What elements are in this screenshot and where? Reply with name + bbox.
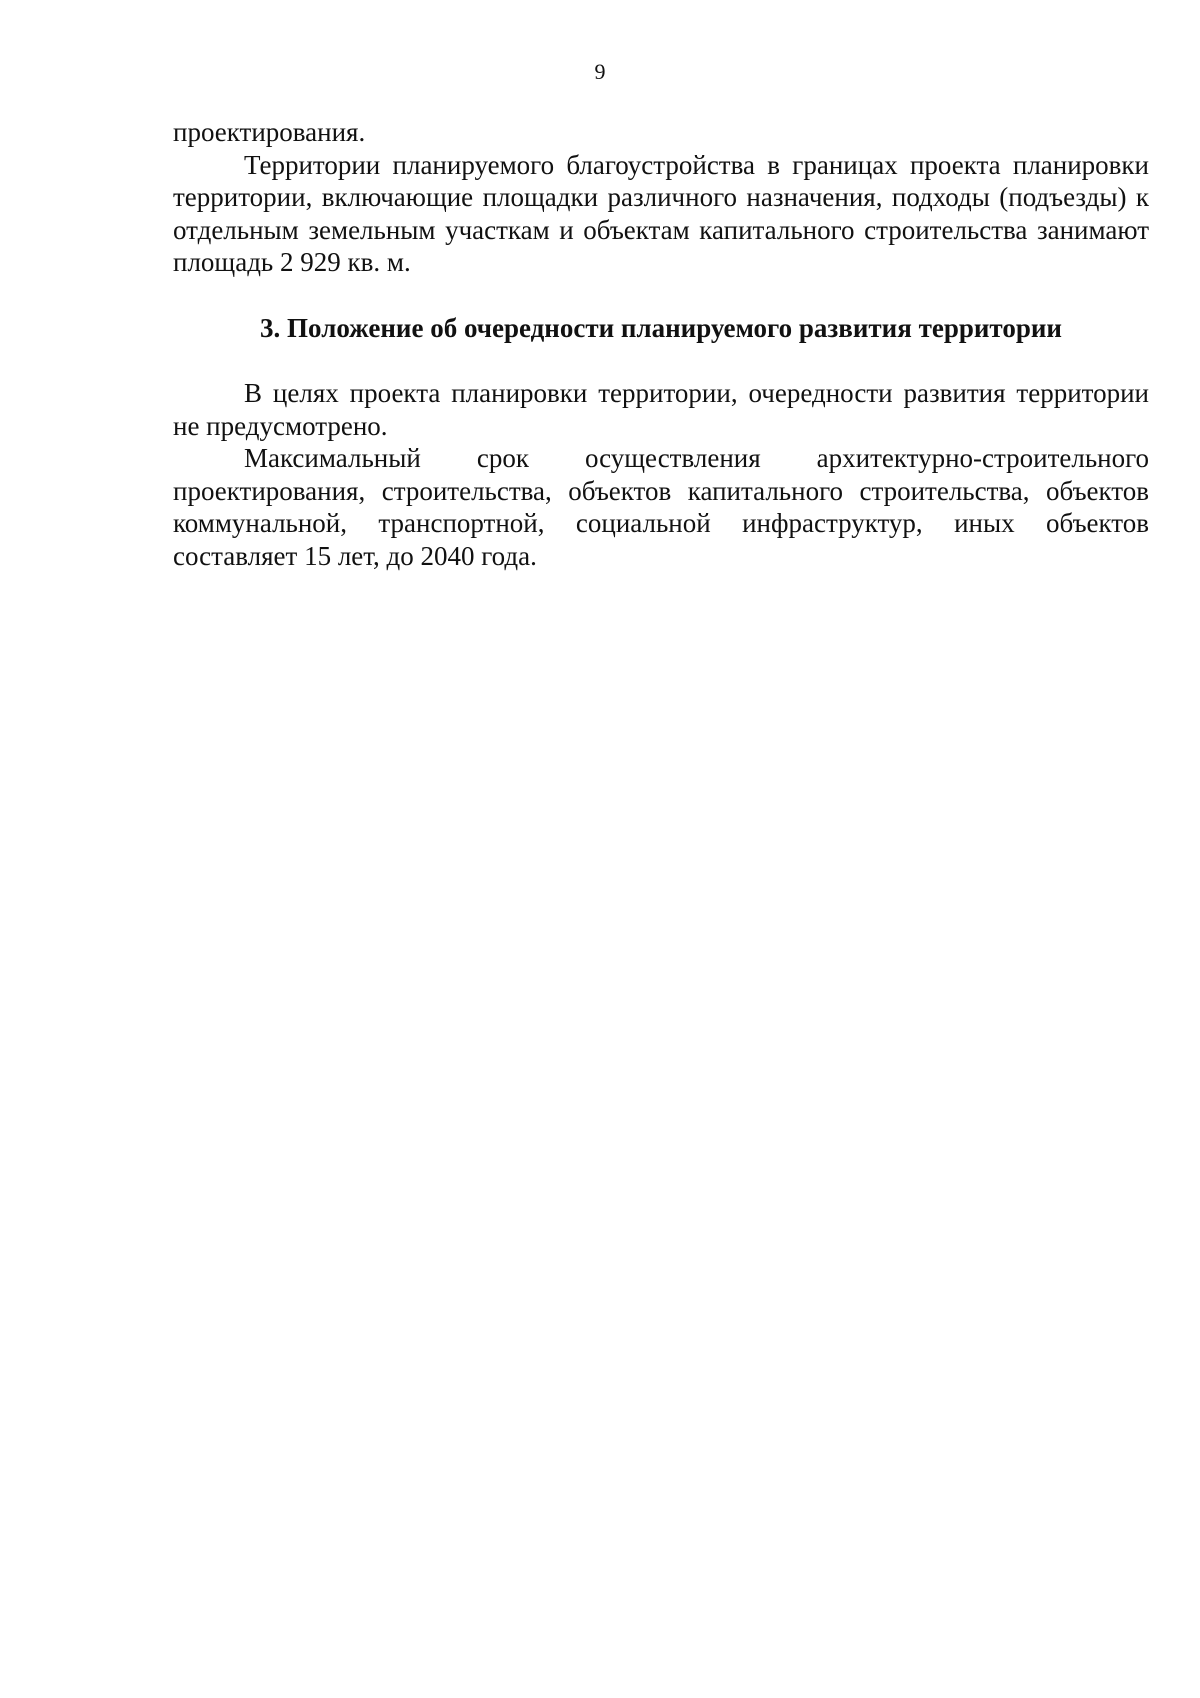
paragraph-development-order: В целях проекта планировки территории, очередности развития территории не предусмотрено. xyxy=(173,378,1149,441)
page-number: 9 xyxy=(594,59,606,84)
paragraph-max-term: Максимальный срок осуществления архитектурно-строительного проектирования, строительства, объектов капитального строительства, объектов коммунальной, транспортной, социальной инфраструктур, иных объектов составляет 15 лет, до 2040 года. xyxy=(173,443,1149,571)
document-body xyxy=(173,116,1149,572)
section-heading: 3. Положение об очередности планируемого развития территории xyxy=(260,312,1062,343)
paragraph-continuation: проектирования. xyxy=(173,117,366,147)
paragraph-territory-area: Территории планируемого благоустройства в границах проекта планировки территории, включающие площадки различного назначения, подходы (подъезды) к отдельным земельным участкам и объектам капитального строительства занимают площадь 2 929 кв. м. xyxy=(173,149,1149,277)
